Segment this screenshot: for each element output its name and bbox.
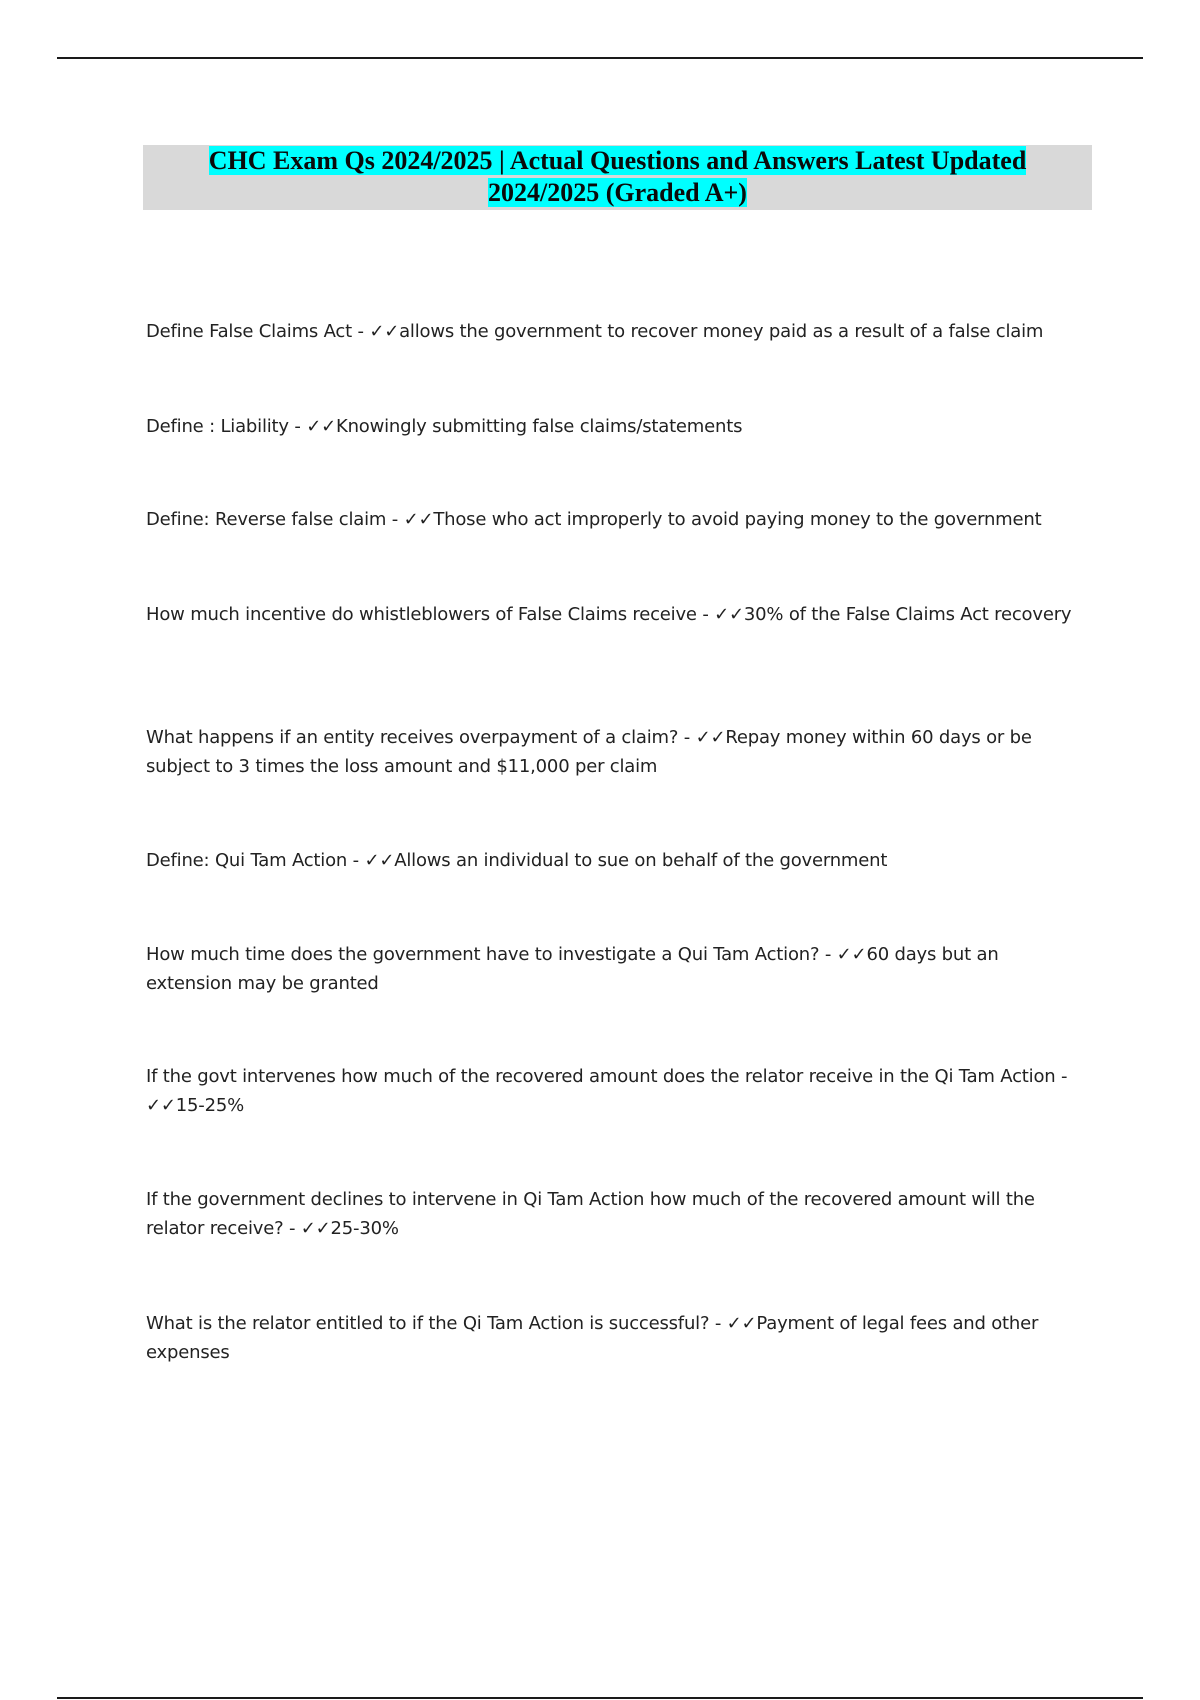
title-line-1: CHC Exam Qs 2024/2025 | Actual Questions and Answers Latest Updated <box>208 146 1027 175</box>
answer-text: 60 days but an extension may be granted <box>146 944 999 994</box>
top-rule <box>57 57 1143 59</box>
qa-item <box>146 1185 1086 1243</box>
checkmark-icon: ✓✓ <box>306 416 336 437</box>
checkmark-icon: ✓✓ <box>836 944 867 965</box>
answer-text: Repay money within 60 days or be subject to 3 times the loss amount and $11,000 per claim <box>146 727 1032 777</box>
qa-item <box>146 1309 1086 1367</box>
qa-item <box>146 412 1086 441</box>
separator: - <box>1055 1066 1068 1087</box>
separator: - <box>696 604 715 625</box>
separator: - <box>347 850 365 871</box>
qa-item <box>146 1062 1086 1120</box>
question-text: Define : Liability <box>146 416 289 437</box>
question-text: What happens if an entity receives overpayment of a claim? <box>146 727 679 748</box>
separator: - <box>288 416 307 437</box>
qa-item <box>146 723 1086 781</box>
question-text: Define False Claims Act <box>146 321 352 342</box>
separator: - <box>678 727 696 748</box>
checkmark-icon: ✓✓ <box>146 1095 176 1116</box>
question-text: If the government declines to intervene in Qi Tam Action how much of the recovered amount will the relator receive? <box>146 1189 1035 1239</box>
qa-item <box>146 846 1086 875</box>
answer-text: 15-25% <box>175 1095 244 1116</box>
separator: - <box>283 1218 301 1239</box>
document-title <box>143 145 1092 210</box>
checkmark-icon: ✓✓ <box>695 727 726 748</box>
title-line-2: 2024/2025 (Graded A+) <box>488 178 747 207</box>
question-text: How much time does the government have to investigate a Qui Tam Action? <box>146 944 820 965</box>
question-text: Define: Reverse false claim <box>146 509 387 530</box>
question-text: How much incentive do whistleblowers of False Claims receive <box>146 604 697 625</box>
bottom-rule <box>57 1697 1143 1699</box>
checkmark-icon: ✓✓ <box>364 850 395 871</box>
checkmark-icon: ✓✓ <box>403 509 434 530</box>
separator: - <box>819 944 837 965</box>
checkmark-icon: ✓✓ <box>714 604 744 625</box>
separator: - <box>386 509 404 530</box>
answer-text: Knowingly submitting false claims/statements <box>335 416 743 437</box>
checkmark-icon: ✓✓ <box>369 321 400 342</box>
checkmark-icon: ✓✓ <box>726 1313 757 1334</box>
question-text: What is the relator entitled to if the Qi Tam Action is successful? <box>146 1313 710 1334</box>
separator: - <box>709 1313 727 1334</box>
answer-text: 30% of the False Claims Act recovery <box>743 604 1072 625</box>
answer-text: 25-30% <box>330 1218 399 1239</box>
answer-text: Those who act improperly to avoid paying money to the government <box>433 509 1042 530</box>
question-text: Define: Qui Tam Action <box>146 850 348 871</box>
answer-text: allows the government to recover money paid as a result of a false claim <box>399 321 1044 342</box>
separator: - <box>351 321 370 342</box>
answer-text: Payment of legal fees and other expenses <box>146 1313 1039 1363</box>
qa-item <box>146 600 1086 629</box>
qa-item <box>146 940 1086 998</box>
question-text: If the govt intervenes how much of the recovered amount does the relator receive in the Qi Tam Action <box>146 1066 1056 1087</box>
answer-text: Allows an individual to sue on behalf of the government <box>394 850 888 871</box>
qa-item <box>146 317 1086 346</box>
checkmark-icon: ✓✓ <box>300 1218 331 1239</box>
qa-item <box>146 505 1086 534</box>
